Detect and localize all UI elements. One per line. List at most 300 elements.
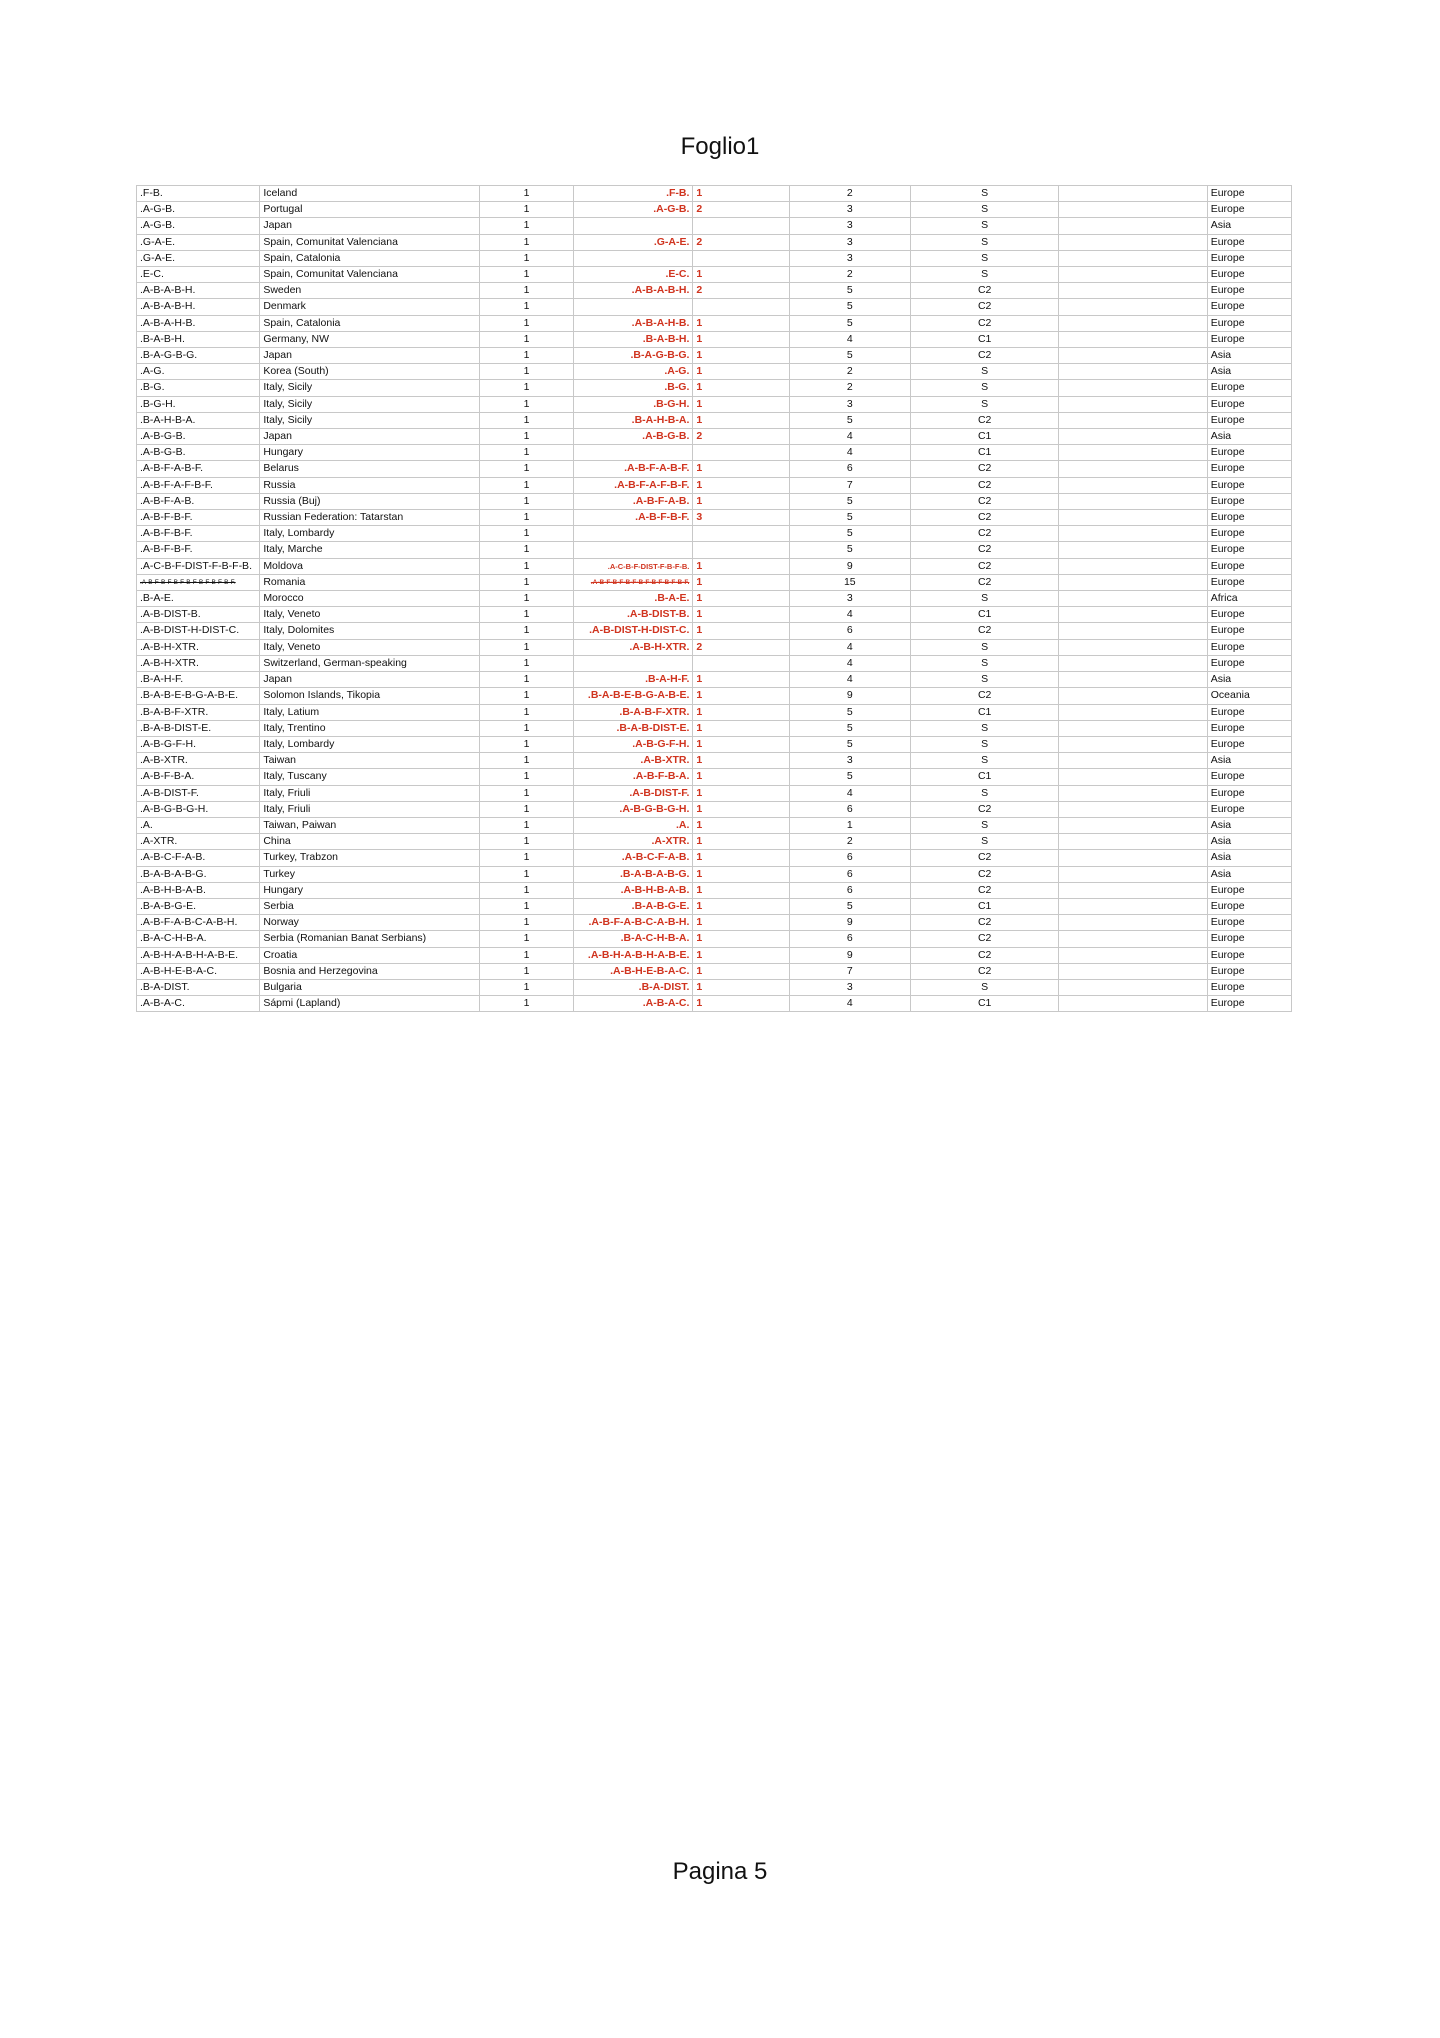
- cell-code: .A-B-H-XTR.: [137, 639, 260, 655]
- cell-empty: [1059, 445, 1207, 461]
- cell-region: Europe: [1207, 299, 1291, 315]
- cell-red-code: .A.: [574, 817, 693, 833]
- table-row: [137, 623, 1292, 639]
- table-row: [137, 461, 1292, 477]
- table-row: [137, 348, 1292, 364]
- cell-location: Japan: [260, 348, 480, 364]
- cell-region: Europe: [1207, 396, 1291, 412]
- cell-location: Japan: [260, 672, 480, 688]
- cell-count: 1: [479, 623, 573, 639]
- cell-code: .A-B-F-B-F.: [137, 542, 260, 558]
- cell-red-count: [693, 526, 789, 542]
- table-row: [137, 947, 1292, 963]
- cell-type: C2: [910, 348, 1058, 364]
- table-row: [137, 688, 1292, 704]
- cell-type: S: [910, 396, 1058, 412]
- cell-red-code: .A-B-F-A-B-C-A-B-H.: [574, 915, 693, 931]
- cell-empty: [1059, 380, 1207, 396]
- cell-type: C2: [910, 493, 1058, 509]
- cell-location: Italy, Friuli: [260, 801, 480, 817]
- cell-empty: [1059, 623, 1207, 639]
- cell-count: 1: [479, 493, 573, 509]
- table-row: [137, 817, 1292, 833]
- cell-region: Europe: [1207, 315, 1291, 331]
- cell-length: 6: [789, 866, 910, 882]
- cell-location: Spain, Comunitat Valenciana: [260, 234, 480, 250]
- cell-region: Europe: [1207, 769, 1291, 785]
- cell-red-code: [574, 526, 693, 542]
- cell-length: 5: [789, 769, 910, 785]
- cell-empty: [1059, 526, 1207, 542]
- cell-red-code: .G-A-E.: [574, 234, 693, 250]
- cell-empty: [1059, 202, 1207, 218]
- page-footer: Pagina 5: [672, 1858, 768, 1885]
- cell-type: C2: [910, 574, 1058, 590]
- cell-location: Hungary: [260, 882, 480, 898]
- cell-red-code: [574, 218, 693, 234]
- cell-type: S: [910, 979, 1058, 995]
- cell-code: .B-A-B-F-XTR.: [137, 704, 260, 720]
- cell-location: Denmark: [260, 299, 480, 315]
- cell-type: S: [910, 736, 1058, 752]
- cell-red-code: .B-A-B-A-B-G.: [574, 866, 693, 882]
- cell-red-count: 1: [693, 493, 789, 509]
- cell-count: 1: [479, 283, 573, 299]
- table-row: [137, 250, 1292, 266]
- cell-length: 2: [789, 267, 910, 283]
- table-row: [137, 931, 1292, 947]
- cell-code: .A-B-F-B-F.: [137, 510, 260, 526]
- cell-red-code: .B-A-DIST.: [574, 979, 693, 995]
- cell-type: S: [910, 267, 1058, 283]
- cell-red-code: .B-A-C-H-B-A.: [574, 931, 693, 947]
- cell-red-count: [693, 250, 789, 266]
- cell-code: .A-B-G-B.: [137, 429, 260, 445]
- cell-count: 1: [479, 234, 573, 250]
- cell-location: Romania: [260, 574, 480, 590]
- cell-red-code: .A-B-F-B-F-B-F-B-F-B-F-B-F-B-F.: [574, 574, 693, 590]
- cell-length: 9: [789, 947, 910, 963]
- cell-count: 1: [479, 801, 573, 817]
- cell-code: .G-A-E.: [137, 250, 260, 266]
- cell-empty: [1059, 882, 1207, 898]
- cell-red-code: .A-B-A-B-H.: [574, 283, 693, 299]
- cell-red-code: .B-A-H-F.: [574, 672, 693, 688]
- cell-type: C1: [910, 996, 1058, 1012]
- cell-code: .A-B-F-A-F-B-F.: [137, 477, 260, 493]
- cell-code: .A-G-B.: [137, 218, 260, 234]
- table-row: [137, 283, 1292, 299]
- cell-code: .B-A-G-B-G.: [137, 348, 260, 364]
- table-row: [137, 202, 1292, 218]
- cell-red-count: [693, 299, 789, 315]
- cell-length: 9: [789, 558, 910, 574]
- cell-red-count: 1: [693, 704, 789, 720]
- cell-empty: [1059, 186, 1207, 202]
- table-row: [137, 299, 1292, 315]
- cell-red-code: .B-A-H-B-A.: [574, 412, 693, 428]
- cell-location: Italy, Friuli: [260, 785, 480, 801]
- cell-code: .F-B.: [137, 186, 260, 202]
- cell-type: C2: [910, 461, 1058, 477]
- cell-red-count: 1: [693, 801, 789, 817]
- cell-red-code: .A-B-G-F-H.: [574, 736, 693, 752]
- cell-region: Europe: [1207, 963, 1291, 979]
- cell-location: Bulgaria: [260, 979, 480, 995]
- cell-type: C1: [910, 607, 1058, 623]
- cell-red-code: .A-B-G-B-G-H.: [574, 801, 693, 817]
- cell-type: S: [910, 218, 1058, 234]
- cell-red-code: .E-C.: [574, 267, 693, 283]
- cell-region: Asia: [1207, 672, 1291, 688]
- cell-type: C2: [910, 915, 1058, 931]
- cell-location: Italy, Trentino: [260, 720, 480, 736]
- cell-count: 1: [479, 736, 573, 752]
- cell-length: 3: [789, 396, 910, 412]
- cell-empty: [1059, 558, 1207, 574]
- cell-region: Asia: [1207, 753, 1291, 769]
- cell-length: 5: [789, 898, 910, 914]
- cell-red-code: .A-XTR.: [574, 834, 693, 850]
- cell-region: Europe: [1207, 655, 1291, 671]
- cell-length: 2: [789, 380, 910, 396]
- cell-count: 1: [479, 202, 573, 218]
- cell-code: .A-B-H-A-B-H-A-B-E.: [137, 947, 260, 963]
- cell-code: .G-A-E.: [137, 234, 260, 250]
- cell-code: .A-B-DIST-B.: [137, 607, 260, 623]
- cell-empty: [1059, 931, 1207, 947]
- cell-location: Italy, Veneto: [260, 639, 480, 655]
- cell-code: .A-B-G-B.: [137, 445, 260, 461]
- cell-location: Italy, Marche: [260, 542, 480, 558]
- cell-code: .A-G-B.: [137, 202, 260, 218]
- cell-red-count: 1: [693, 996, 789, 1012]
- cell-region: Asia: [1207, 429, 1291, 445]
- cell-empty: [1059, 850, 1207, 866]
- table-row: [137, 234, 1292, 250]
- cell-count: 1: [479, 315, 573, 331]
- table-row: [137, 510, 1292, 526]
- cell-length: 4: [789, 639, 910, 655]
- cell-code: .A-B-G-B-G-H.: [137, 801, 260, 817]
- cell-count: 1: [479, 542, 573, 558]
- cell-location: Taiwan, Paiwan: [260, 817, 480, 833]
- cell-type: C1: [910, 429, 1058, 445]
- cell-red-code: .A-B-H-XTR.: [574, 639, 693, 655]
- cell-count: 1: [479, 250, 573, 266]
- cell-length: 5: [789, 299, 910, 315]
- cell-location: Turkey, Trabzon: [260, 850, 480, 866]
- cell-red-code: .A-B-F-A-F-B-F.: [574, 477, 693, 493]
- table-row: [137, 704, 1292, 720]
- cell-length: 5: [789, 704, 910, 720]
- cell-length: 4: [789, 429, 910, 445]
- table-row: [137, 591, 1292, 607]
- cell-code: .B-A-H-F.: [137, 672, 260, 688]
- cell-location: Spain, Catalonia: [260, 250, 480, 266]
- cell-red-code: .B-G.: [574, 380, 693, 396]
- cell-code: .A-B-G-F-H.: [137, 736, 260, 752]
- cell-type: C1: [910, 898, 1058, 914]
- data-table: [136, 185, 1292, 1012]
- cell-count: 1: [479, 769, 573, 785]
- cell-red-count: 1: [693, 834, 789, 850]
- cell-length: 6: [789, 801, 910, 817]
- cell-length: 3: [789, 250, 910, 266]
- cell-code: .A-B-F-A-B-F.: [137, 461, 260, 477]
- cell-length: 3: [789, 218, 910, 234]
- cell-location: Italy, Sicily: [260, 380, 480, 396]
- table-row: [137, 493, 1292, 509]
- table-row: [137, 396, 1292, 412]
- table-row: [137, 915, 1292, 931]
- cell-location: Italy, Sicily: [260, 412, 480, 428]
- cell-type: C2: [910, 882, 1058, 898]
- cell-empty: [1059, 493, 1207, 509]
- cell-code: .B-A-DIST.: [137, 979, 260, 995]
- cell-region: Europe: [1207, 607, 1291, 623]
- table-row: [137, 785, 1292, 801]
- cell-location: Croatia: [260, 947, 480, 963]
- cell-count: 1: [479, 218, 573, 234]
- cell-count: 1: [479, 931, 573, 947]
- cell-red-count: 1: [693, 331, 789, 347]
- cell-length: 4: [789, 445, 910, 461]
- cell-region: Europe: [1207, 931, 1291, 947]
- cell-region: Oceania: [1207, 688, 1291, 704]
- cell-type: S: [910, 202, 1058, 218]
- cell-location: Russia (Buj): [260, 493, 480, 509]
- cell-length: 5: [789, 315, 910, 331]
- cell-type: C1: [910, 704, 1058, 720]
- cell-location: Spain, Catalonia: [260, 315, 480, 331]
- cell-length: 2: [789, 364, 910, 380]
- cell-count: 1: [479, 380, 573, 396]
- cell-region: Europe: [1207, 526, 1291, 542]
- cell-location: Norway: [260, 915, 480, 931]
- cell-red-code: .B-G-H.: [574, 396, 693, 412]
- cell-empty: [1059, 688, 1207, 704]
- cell-code: .A-B-C-F-A-B.: [137, 850, 260, 866]
- cell-length: 15: [789, 574, 910, 590]
- cell-region: Europe: [1207, 445, 1291, 461]
- cell-type: S: [910, 655, 1058, 671]
- cell-empty: [1059, 267, 1207, 283]
- cell-red-count: 1: [693, 720, 789, 736]
- cell-empty: [1059, 283, 1207, 299]
- cell-code: .B-A-C-H-B-A.: [137, 931, 260, 947]
- cell-red-count: 1: [693, 915, 789, 931]
- cell-region: Europe: [1207, 639, 1291, 655]
- cell-region: Asia: [1207, 850, 1291, 866]
- cell-red-code: .B-A-B-H.: [574, 331, 693, 347]
- cell-empty: [1059, 510, 1207, 526]
- cell-red-count: 1: [693, 785, 789, 801]
- cell-red-count: 1: [693, 412, 789, 428]
- cell-location: Belarus: [260, 461, 480, 477]
- cell-region: Europe: [1207, 979, 1291, 995]
- cell-red-code: .A-B-F-B-F.: [574, 510, 693, 526]
- cell-type: S: [910, 672, 1058, 688]
- cell-type: C1: [910, 445, 1058, 461]
- cell-type: S: [910, 364, 1058, 380]
- cell-type: C2: [910, 963, 1058, 979]
- cell-red-count: 1: [693, 898, 789, 914]
- cell-red-code: .A-C-B-F-DIST-F-B-F-B.: [574, 558, 693, 574]
- cell-length: 4: [789, 331, 910, 347]
- cell-count: 1: [479, 834, 573, 850]
- cell-count: 1: [479, 396, 573, 412]
- cell-red-count: 1: [693, 348, 789, 364]
- cell-count: 1: [479, 672, 573, 688]
- cell-region: Europe: [1207, 574, 1291, 590]
- cell-type: S: [910, 639, 1058, 655]
- cell-count: 1: [479, 898, 573, 914]
- cell-count: 1: [479, 591, 573, 607]
- cell-red-count: [693, 218, 789, 234]
- cell-red-count: 1: [693, 186, 789, 202]
- cell-empty: [1059, 477, 1207, 493]
- cell-length: 3: [789, 979, 910, 995]
- cell-count: 1: [479, 704, 573, 720]
- cell-red-count: 1: [693, 850, 789, 866]
- cell-type: C2: [910, 315, 1058, 331]
- table-row: [137, 753, 1292, 769]
- cell-location: Morocco: [260, 591, 480, 607]
- cell-empty: [1059, 218, 1207, 234]
- cell-region: Europe: [1207, 915, 1291, 931]
- cell-red-code: .B-A-B-F-XTR.: [574, 704, 693, 720]
- cell-length: 4: [789, 672, 910, 688]
- cell-location: Korea (South): [260, 364, 480, 380]
- cell-location: Italy, Veneto: [260, 607, 480, 623]
- table-row: [137, 963, 1292, 979]
- cell-red-code: [574, 445, 693, 461]
- table-row: [137, 720, 1292, 736]
- cell-code: .A-B-F-B-F-B-F-B-F-B-F-B-F-B-F.: [137, 574, 260, 590]
- cell-red-count: 1: [693, 461, 789, 477]
- cell-empty: [1059, 753, 1207, 769]
- cell-code: .B-A-B-A-B-G.: [137, 866, 260, 882]
- cell-red-count: 1: [693, 396, 789, 412]
- cell-type: S: [910, 250, 1058, 266]
- cell-type: S: [910, 591, 1058, 607]
- cell-length: 5: [789, 720, 910, 736]
- cell-count: 1: [479, 915, 573, 931]
- cell-type: C2: [910, 283, 1058, 299]
- cell-length: 5: [789, 542, 910, 558]
- cell-type: C2: [910, 542, 1058, 558]
- cell-red-code: .A-B-F-A-B-F.: [574, 461, 693, 477]
- cell-length: 6: [789, 931, 910, 947]
- cell-count: 1: [479, 574, 573, 590]
- cell-red-code: .B-A-B-G-E.: [574, 898, 693, 914]
- table-row: [137, 898, 1292, 914]
- table-row: [137, 882, 1292, 898]
- cell-length: 3: [789, 753, 910, 769]
- cell-red-count: 1: [693, 380, 789, 396]
- table-row: [137, 801, 1292, 817]
- cell-location: Spain, Comunitat Valenciana: [260, 267, 480, 283]
- cell-type: C2: [910, 850, 1058, 866]
- cell-red-count: 1: [693, 267, 789, 283]
- cell-empty: [1059, 461, 1207, 477]
- cell-type: C2: [910, 299, 1058, 315]
- cell-code: .A-B-H-B-A-B.: [137, 882, 260, 898]
- cell-type: S: [910, 785, 1058, 801]
- cell-length: 4: [789, 607, 910, 623]
- cell-code: .A-B-F-B-F.: [137, 526, 260, 542]
- cell-region: Europe: [1207, 267, 1291, 283]
- cell-length: 5: [789, 510, 910, 526]
- cell-location: Serbia: [260, 898, 480, 914]
- table-body: [137, 186, 1292, 1012]
- cell-empty: [1059, 947, 1207, 963]
- cell-code: .A-B-F-A-B.: [137, 493, 260, 509]
- cell-location: Italy, Lombardy: [260, 736, 480, 752]
- cell-location: Italy, Sicily: [260, 396, 480, 412]
- cell-length: 3: [789, 591, 910, 607]
- cell-length: 5: [789, 526, 910, 542]
- cell-type: C2: [910, 688, 1058, 704]
- cell-code: .B-A-H-B-A.: [137, 412, 260, 428]
- table-row: [137, 445, 1292, 461]
- cell-count: 1: [479, 607, 573, 623]
- cell-empty: [1059, 834, 1207, 850]
- cell-empty: [1059, 331, 1207, 347]
- cell-red-count: 1: [693, 931, 789, 947]
- cell-location: Italy, Lombardy: [260, 526, 480, 542]
- cell-location: Italy, Latium: [260, 704, 480, 720]
- cell-region: Europe: [1207, 283, 1291, 299]
- cell-count: 1: [479, 186, 573, 202]
- cell-type: S: [910, 753, 1058, 769]
- cell-code: .A-B-H-E-B-A-C.: [137, 963, 260, 979]
- cell-location: Japan: [260, 429, 480, 445]
- cell-red-code: [574, 542, 693, 558]
- cell-region: Europe: [1207, 558, 1291, 574]
- cell-code: .A-B-A-B-H.: [137, 283, 260, 299]
- cell-red-count: 1: [693, 672, 789, 688]
- cell-red-count: 1: [693, 736, 789, 752]
- cell-red-count: 1: [693, 623, 789, 639]
- table-row: [137, 526, 1292, 542]
- cell-region: Europe: [1207, 461, 1291, 477]
- cell-length: 3: [789, 234, 910, 250]
- cell-empty: [1059, 996, 1207, 1012]
- cell-type: C2: [910, 947, 1058, 963]
- cell-red-count: 1: [693, 963, 789, 979]
- cell-red-code: .B-A-E.: [574, 591, 693, 607]
- cell-red-code: .F-B.: [574, 186, 693, 202]
- cell-type: C2: [910, 510, 1058, 526]
- cell-length: 9: [789, 688, 910, 704]
- cell-red-code: .A-B-F-A-B.: [574, 493, 693, 509]
- cell-red-count: 1: [693, 769, 789, 785]
- cell-location: Italy, Dolomites: [260, 623, 480, 639]
- cell-length: 5: [789, 736, 910, 752]
- cell-region: Europe: [1207, 947, 1291, 963]
- cell-code: .B-A-B-G-E.: [137, 898, 260, 914]
- cell-location: Portugal: [260, 202, 480, 218]
- cell-red-code: .A-B-DIST-F.: [574, 785, 693, 801]
- table-row: [137, 850, 1292, 866]
- cell-code: .B-G.: [137, 380, 260, 396]
- cell-empty: [1059, 574, 1207, 590]
- cell-red-code: .A-B-F-B-A.: [574, 769, 693, 785]
- cell-length: 5: [789, 412, 910, 428]
- cell-red-count: 2: [693, 429, 789, 445]
